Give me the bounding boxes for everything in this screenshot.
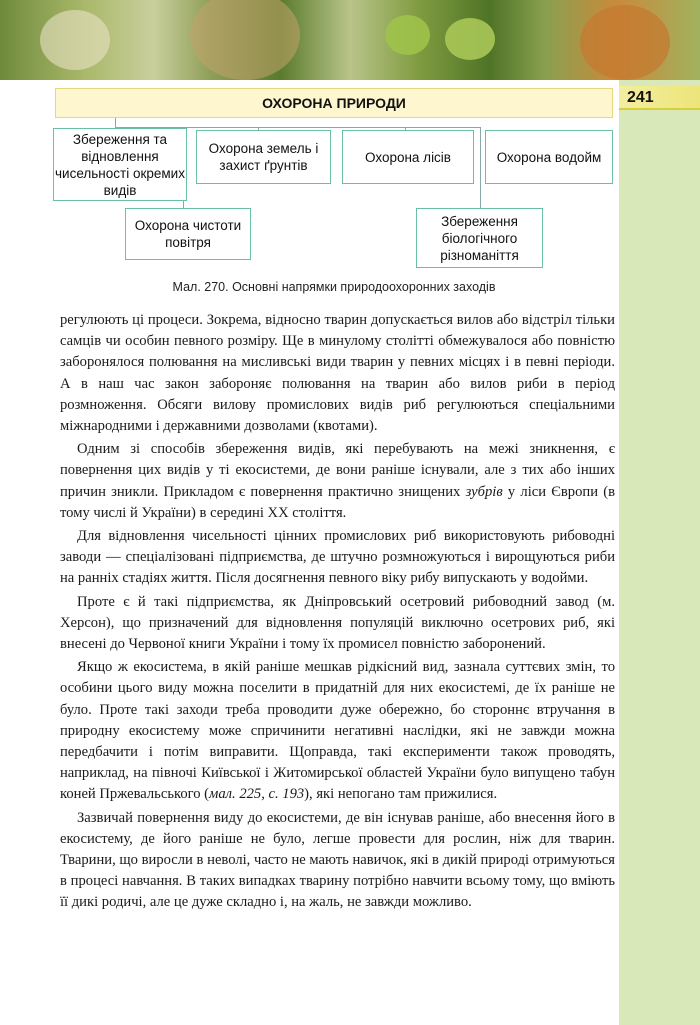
- branch-land-protection: Охорона земель і захист ґрунтів: [196, 130, 331, 184]
- paragraph: Проте є й такі підприємства, як Дніпровський осетровий рибоводний завод (м. Херсон), що призначений для відновлення популяцій виключно осетрових риб, які внесені до Червоної книги України і тому їх промисел повністю заборонений.: [60, 593, 615, 653]
- paragraph: Одним зі способів збереження видів, які перебувають на межі зникнення, є повернення цих видів у ті екосистеми, де вони раніше існували, але з тих або інших причин зникли. Прикладом є повернення практично знищених зубрів у ліси Європи (в тому числі й України) в середині XX століття.: [60, 441, 615, 521]
- page-number: 241: [619, 86, 700, 110]
- paragraph: регулюють ці процеси. Зокрема, відносно тварин допускається вилов або відстріл тільки самців чи особин певного розміру. Ще в минулому столітті обмежувалося або повністю заборонялося полювання на мисливські види тварин у певних місцях і в певні періоди. А в наш час закон забороняє полювання на тварин або вилов риби в період розмноження. Обсяги вилову промислових видів риб регулюються спеціальними міжнародними і державними дозволами (квотами).: [60, 312, 615, 435]
- paragraph: Зазвичай повернення виду до екосистеми, де він існував раніше, або внесення його в екосистему, де його раніше не було, легше провести для рослин, ніж для тварин. Тварини, що виросли в неволі, часто не мають навичок, які в дикій природі отримуються в процесі навчання. В таких випадках тварину потрібно навчити всьому тому, що вміють її дикі родичі, але це дуже складно і, на жаль, не завжди можливо.: [60, 809, 615, 911]
- paragraph: Якщо ж екосистема, в якій раніше мешкав рідкісний вид, зазнала суттєвих змін, то особини цього виду можна поселити в придатній для них екосистемі, де їх раніше не було. Проте такі заходи треба проводити дуже обережно, бо стороннє втручання в природну екосистему може спричинити негативні наслідки, які не завжди можна передбачити і потім виправити. Щоправда, такі експерименти також проводять, наприклад, на півночі Київської і Житомирської областей України було випущено табун коней Пржевальського (мал. 225, с. 193), які непогано там прижилися.: [60, 659, 615, 803]
- nature-protection-diagram: [0, 80, 619, 280]
- branch-water-protection: Охорона водойм: [485, 130, 613, 184]
- branch-forest-protection: Охорона лісів: [342, 130, 474, 184]
- body-text: [60, 310, 615, 916]
- branch-biodiversity: Збереження біологічного різноманіття: [416, 208, 543, 268]
- branch-species-restoration: Збереження та відновлення чисельності окремих видів: [53, 128, 187, 201]
- diagram-title: ОХОРОНА ПРИРОДИ: [55, 88, 613, 118]
- branch-air-protection: Охорона чистоти повітря: [125, 208, 251, 260]
- italic-term: зубрів: [465, 483, 503, 500]
- paragraph: Для відновлення чисельності цінних промислових риб використовують рибоводні заводи — спеціалізовані підприємства, де штучно розмножуються і вирощуються риби на ранніх стадіях життя. Після досягнення певного віку рибу випускають у водойми.: [60, 528, 615, 587]
- figure-caption: Мал. 270. Основні напрямки природоохоронних заходів: [172, 280, 496, 294]
- figure-reference: мал. 225, с. 193: [209, 786, 305, 803]
- right-margin-strip: [619, 80, 700, 1025]
- header-photo-strip: [0, 0, 700, 80]
